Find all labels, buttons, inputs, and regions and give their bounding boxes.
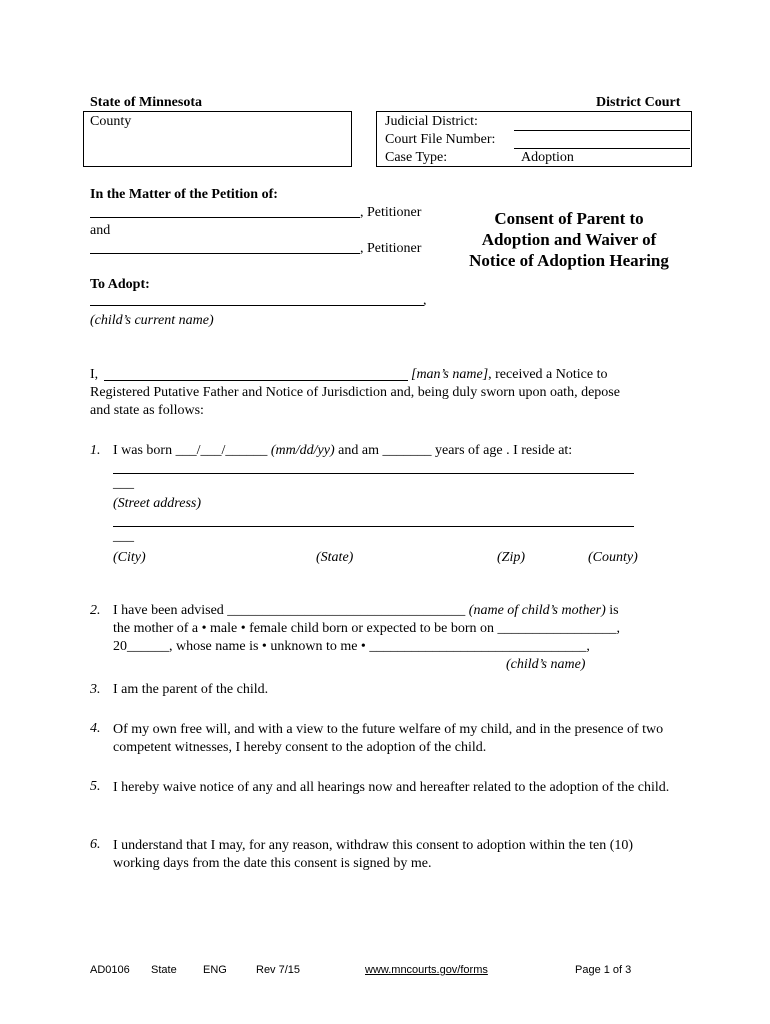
item6-text: I understand that I may, for any reason, withdraw this consent to adoption within the ten (10) working days from the date this consent is signed by me. <box>113 838 634 871</box>
state-label: State of Minnesota <box>90 95 202 110</box>
intro-rest: , received a Notice to <box>488 367 608 382</box>
petitioner2-label: , Petitioner <box>360 241 422 256</box>
item4-number: 4. <box>90 721 101 736</box>
county-caption: (County) <box>588 550 638 565</box>
child-current-name-field[interactable] <box>90 305 424 306</box>
item3-text: I am the parent of the child. <box>113 682 269 697</box>
item2-advised: I have been advised __________________________________ <box>113 603 469 618</box>
state-caption: (State) <box>316 550 354 565</box>
child-name-field[interactable]: _______________________________, <box>369 639 590 654</box>
footer-language: ENG <box>203 964 227 976</box>
item4-text: Of my own free will, and with a view to the future welfare of my child, and in the presence of two competent witnesses, I hereby consent to the adoption of the child. <box>113 722 664 755</box>
county-box[interactable] <box>83 111 352 167</box>
item3-number: 3. <box>90 682 101 697</box>
county-label: County <box>90 114 132 129</box>
judicial-district-label: Judicial District: <box>385 114 478 129</box>
city-caption: (City) <box>113 550 146 565</box>
city-state-zip-field[interactable] <box>113 526 634 527</box>
street-address-caption: (Street address) <box>113 496 201 511</box>
item2-is: is <box>605 603 619 618</box>
intro-i: I, <box>90 367 99 382</box>
child-name-comma: , <box>423 293 427 308</box>
to-adopt-heading: To Adopt: <box>90 277 150 292</box>
item2-line-2: the mother of a • male • female child born or expected to be born on _________________, <box>113 621 621 636</box>
judicial-district-field[interactable] <box>514 130 690 131</box>
matter-heading: In the Matter of the Petition of: <box>90 187 278 202</box>
item5-number: 5. <box>90 779 101 794</box>
intro-line-2: Registered Putative Father and Notice of Jurisdiction and, being duly sworn upon oath, depose <box>90 385 620 400</box>
petitioner2-field[interactable] <box>90 253 360 254</box>
intro-line-3: and state as follows: <box>90 403 204 418</box>
mans-name-field[interactable] <box>104 380 408 381</box>
petitioner1-label: , Petitioner <box>360 205 422 220</box>
child-name-caption: (child’s name) <box>506 657 586 672</box>
item2-number: 2. <box>90 603 101 618</box>
city-tail: ___ <box>113 529 134 544</box>
item2-line-3 <box>113 639 590 655</box>
mother-name-caption: (name of child’s mother) <box>468 603 606 618</box>
item1-date-format: (mm/dd/yy) <box>270 443 335 458</box>
document-title <box>448 208 690 271</box>
case-info-box <box>376 111 692 167</box>
footer-forms-link[interactable]: www.mncourts.gov/forms <box>365 964 488 976</box>
street-address-field[interactable] <box>113 473 634 474</box>
item1-age: and am _______ years of age . I reside at: <box>334 443 573 458</box>
child-current-name-caption: (child’s current name) <box>90 313 214 328</box>
court-file-number-field[interactable] <box>514 148 690 149</box>
title-line-2: Adoption and Waiver of <box>481 230 657 249</box>
title-line-1: Consent of Parent to <box>494 209 644 228</box>
petitioner1-field[interactable] <box>90 217 360 218</box>
item2-line-3-text: 20______, whose name is • unknown to me • <box>113 639 370 654</box>
mans-name-caption: [man’s name] <box>411 367 489 382</box>
street-tail: ___ <box>113 476 134 491</box>
court-file-number-label: Court File Number: <box>385 132 496 147</box>
item1-number: 1. <box>90 443 101 458</box>
intro-line-1 <box>411 367 607 383</box>
footer-revision: Rev 7/15 <box>256 964 301 976</box>
case-type-label: Case Type: <box>385 150 448 165</box>
footer-state: State <box>151 964 177 976</box>
and-label: and <box>90 223 111 238</box>
item1-born: I was born ___/___/______ <box>113 443 271 458</box>
footer-page-number: Page 1 of 3 <box>575 964 632 976</box>
item1-line <box>113 443 572 459</box>
case-type-value: Adoption <box>521 150 574 165</box>
court-label: District Court <box>596 95 681 110</box>
title-line-3: Notice of Adoption Hearing <box>469 251 669 270</box>
item5-text: I hereby waive notice of any and all hearings now and hereafter related to the adoption of the child. <box>113 780 670 795</box>
item2-line-1 <box>113 603 619 619</box>
zip-caption: (Zip) <box>497 550 525 565</box>
footer-form-id: AD0106 <box>90 964 130 976</box>
item6-number: 6. <box>90 837 101 852</box>
